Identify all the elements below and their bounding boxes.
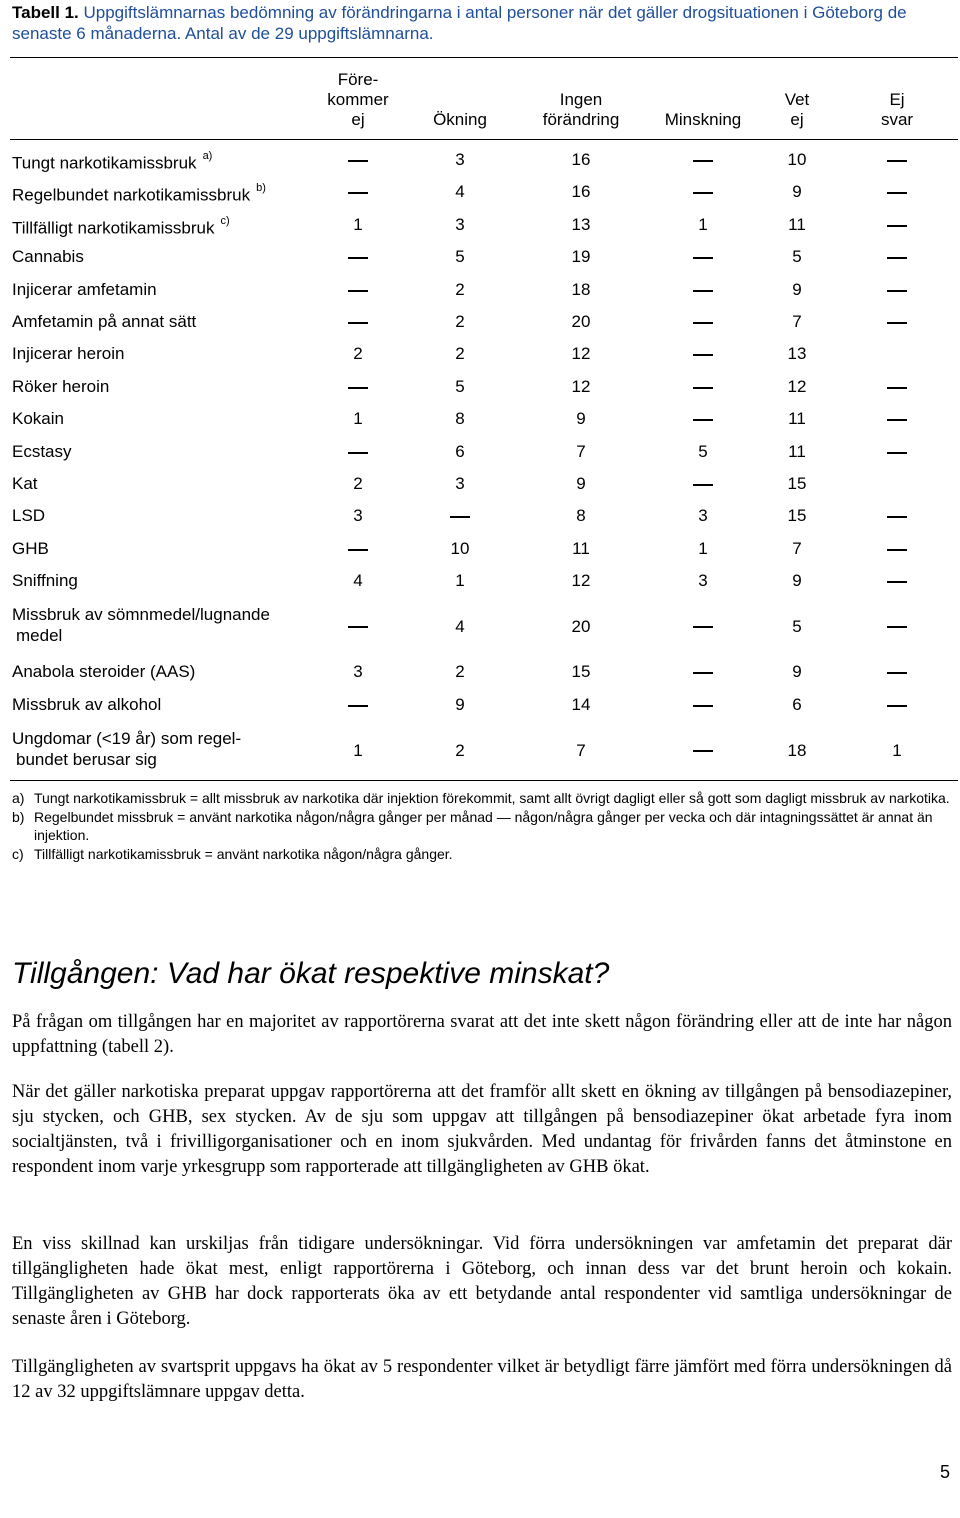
row-label-text: Regelbundet narkotikamissbruk [12,185,251,205]
table-cell-dash [328,311,388,332]
row-label [12,408,64,429]
table-cell: 18 [787,740,807,760]
dash-mark [887,322,907,324]
footnote-mark: b) [12,809,25,825]
table-cell: 10 [450,539,470,558]
row-label-text: LSD [12,506,46,525]
table-cell: 3 [353,662,363,681]
table-cell: 13 [571,215,591,234]
table-cell: 2 [353,344,363,363]
dash-mark [348,192,368,194]
table-row [0,408,960,429]
dash-mark [887,452,907,454]
dash-mark [887,225,907,227]
dash-mark [693,257,713,259]
row-label [12,661,195,682]
table-caption-text: Uppgiftslämnarnas bedömning av förändringarna i antal personer när det gäller drogsituationen i Göteborg de senaste 6 månaderna. Antal av de 29 uppgiftslämnarna. [12,3,907,43]
table-cell-dash [867,505,927,526]
table-cell-dash [673,376,733,397]
table-cell-dash [867,181,927,202]
table-cell: 16 [571,182,591,201]
row-label-line: Ungdomar (<19 år) som regel- [12,729,242,748]
column-header-line: Före- [337,70,379,89]
table-row [0,279,960,300]
table-row [0,661,960,682]
row-label-text: Ecstasy [12,442,72,461]
row-label [12,279,157,300]
table-row [0,181,960,205]
table-cell: 7 [576,740,586,760]
table-cell: 10 [787,150,807,169]
row-label [12,311,196,332]
row-label [12,694,161,715]
dash-mark [887,419,907,421]
table-cell-dash [867,311,927,332]
dash-mark [693,705,713,707]
paragraph-1: På frågan om tillgången har en majoritet av rapportörerna svarat att det inte skett någon förändring eller att de inte har någon uppfattning (tabell 2). [12,1012,952,1057]
dash-mark [348,322,368,324]
table-cell: 1 [698,215,708,234]
table-cell-dash [867,376,927,397]
dash-mark [348,549,368,551]
section-heading: Tillgången: Vad har ökat respektive minskat? [12,957,610,990]
dash-mark [693,192,713,194]
table-caption-label: Tabell 1. [12,3,79,22]
dash-mark [887,387,907,389]
row-label [12,473,38,494]
table-cell: 2 [455,280,465,299]
table-cell: 5 [455,377,465,396]
row-label-text: Kokain [12,409,64,428]
table-cell-dash [673,246,733,267]
table-cell: 1 [353,740,363,760]
table-caption [12,2,947,44]
table-cell: 12 [787,377,807,396]
column-header-line: förändring [542,110,620,129]
table-cell-dash [430,505,490,526]
table-cell-dash [673,616,733,637]
table-cell: 9 [576,409,586,428]
table-cell: 4 [353,571,363,590]
footnote-marker: b) [256,182,266,194]
table-cell: 19 [571,247,591,266]
footnote-text: Tillfälligt narkotikamissbruk = använt narkotika någon/några gånger. [34,846,453,862]
row-label-text: Missbruk av alkohol [12,695,162,714]
row-label-line: medel [16,626,63,645]
table-cell: 3 [698,571,708,590]
table-cell-dash [673,740,733,761]
dash-mark [887,257,907,259]
table-row [0,441,960,462]
dash-mark [887,672,907,674]
dash-mark [887,160,907,162]
row-label-text: GHB [12,539,49,558]
table-cell: 16 [571,150,591,169]
table-cell: 3 [455,474,465,493]
table-cell-dash [673,343,733,364]
dash-mark [450,516,470,518]
table-cell-dash [867,408,927,429]
row-label [12,441,72,462]
table-top-rule [10,57,958,58]
table-cell-dash [673,149,733,170]
table-cell: 12 [571,377,591,396]
table-row [0,343,960,364]
table-cell: 15 [787,506,807,525]
column-header-line: ej [351,110,365,129]
row-label-text: Kat [12,474,38,493]
table-cell: 20 [571,616,591,636]
dash-mark [693,322,713,324]
column-header [742,90,852,130]
table-cell-dash [328,538,388,559]
column-header-line: svar [880,110,914,129]
table-cell-dash [867,149,927,170]
column-header-line: ej [790,110,804,129]
row-label-text: Cannabis [12,247,84,266]
column-header-line: kommer [327,90,389,109]
table-cell-dash [673,181,733,202]
table-cell: 11 [788,442,806,461]
table-cell-dash [867,694,927,715]
row-label [12,149,212,174]
column-header [526,90,636,130]
paragraph-2: När det gäller narkotiska preparat uppgav rapportörerna att det framför allt skett en ökning av tillgången på bensodiazepiner, sju stycken, och GHB, sex stycken. Av de sju som uppgav att tillgången på bensodiazepiner ökat arbetade fyra inom socialtjänsten, två i frivilligorganisationer och en inom sjukvården. Med undantag för frivården fanns det åtminstone en respondent inom varje yrkesgrupp som rapporterade att tillgängligheten av GHB ökat. [12,1082,952,1177]
footnote [12,845,952,863]
dash-mark [348,290,368,292]
table-cell-dash [867,441,927,462]
table-footnotes [12,789,952,864]
row-label [12,246,84,267]
table-cell: 12 [571,344,591,363]
table-cell: 2 [455,740,465,760]
row-label-text: Anabola steroider (AAS) [12,662,196,681]
table-cell: 1 [353,215,363,234]
table-row [0,694,960,715]
table-cell-dash [867,616,927,637]
dash-mark [348,160,368,162]
table-cell: 11 [788,215,806,234]
footnote-mark: c) [12,846,24,862]
table-cell: 4 [455,182,465,201]
table-cell: 15 [571,662,591,681]
row-label-text: Tungt narkotikamissbruk [12,153,197,173]
table-row [0,505,960,526]
table-cell: 9 [455,695,465,714]
table-row [0,214,960,238]
footnote-mark: a) [12,790,25,806]
dash-mark [693,750,713,752]
column-header [303,70,413,130]
footnote [12,808,952,844]
table-cell-dash [328,694,388,715]
table-cell: 1 [455,571,465,590]
row-label-line: bundet berusar sig [16,750,157,769]
row-label [12,376,109,397]
dash-mark [348,626,368,628]
dash-mark [887,705,907,707]
table-cell: 2 [353,474,363,493]
table-cell-dash [673,694,733,715]
table-row [0,570,960,591]
column-header [405,110,515,130]
table-row [0,376,960,397]
footnote-marker: a) [202,150,213,162]
dash-mark [887,549,907,551]
table-cell: 3 [455,215,465,234]
table-header-rule [10,139,958,140]
dash-mark [348,387,368,389]
dash-mark [348,705,368,707]
table-cell: 12 [571,571,591,590]
table-row [0,246,960,267]
table-cell-dash [328,616,388,637]
dash-mark [693,672,713,674]
column-header-line: Ingen [559,90,603,109]
table-cell: 2 [455,662,465,681]
table-cell-dash [673,661,733,682]
table-cell: 7 [792,539,802,558]
table-cell: 1 [892,740,902,760]
dash-mark [693,354,713,356]
table-cell: 11 [572,539,590,558]
table-cell-dash [867,570,927,591]
table-cell: 6 [455,442,465,461]
row-label [12,538,49,559]
row-label-text: Injicerar amfetamin [12,280,157,299]
table-cell: 3 [455,150,465,169]
table-cell-dash [328,441,388,462]
table-cell-dash [328,149,388,170]
table-cell-dash [328,181,388,202]
column-header-line: Ökning [433,110,487,129]
row-label [12,343,124,364]
table-cell: 9 [792,182,802,201]
table-cell-dash [867,246,927,267]
table-cell: 2 [455,344,465,363]
table-cell-dash [328,279,388,300]
table-cell-dash [328,246,388,267]
paragraph-3: En viss skillnad kan urskiljas från tidigare undersökningar. Vid förra undersökningen var amfetamin det preparat där tillgängligheten hade ökat mest, enligt rapportörerna i Göteborg, och innan dess var det brunt heroin och kokain. Tillgängligheten av GHB har dock rapporterats öka av ett betydande antal respondenter vid samtliga undersökningar de senaste åren i Göteborg. [12,1234,952,1329]
row-label-line: Missbruk av sömnmedel/lugnande [12,605,270,624]
table-cell: 9 [792,662,802,681]
table-cell-dash [867,279,927,300]
table-cell: 8 [576,506,586,525]
dash-mark [693,160,713,162]
table-cell: 20 [571,312,591,331]
dash-mark [887,516,907,518]
table-cell: 2 [455,312,465,331]
row-label [12,181,266,206]
row-label-text: Injicerar heroin [12,344,125,363]
table-row [0,473,960,494]
row-label-text: Röker heroin [12,377,110,396]
table-cell: 1 [698,539,708,558]
table-cell: 5 [698,442,708,461]
dash-mark [348,257,368,259]
row-label-text: Tillfälligt narkotikamissbruk [12,218,215,238]
row-label-text: Amfetamin på annat sätt [12,312,197,331]
dash-mark [693,484,713,486]
page-number: 5 [939,1462,950,1482]
table-cell: 7 [792,312,802,331]
table-cell: 5 [792,247,802,266]
table-cell: 9 [576,474,586,493]
table-cell: 3 [698,506,708,525]
table-row [0,538,960,559]
column-header-line: Minskning [664,110,742,129]
footnote-marker: c) [220,215,230,227]
dash-mark [887,192,907,194]
column-header [842,90,952,130]
dash-mark [348,452,368,454]
table-row [0,604,960,648]
table-cell-dash [673,408,733,429]
table-bottom-rule [10,780,958,781]
table-cell: 9 [792,571,802,590]
column-header-line: Ej [889,90,905,109]
row-label [12,505,45,526]
dash-mark [693,419,713,421]
row-label [12,214,230,239]
footnote-text: Regelbundet missbruk = använt narkotika någon/några gånger per månad — någon/några gånger per vecka och där intagningssättet är annat än injektion. [34,809,933,843]
table-cell-dash [673,473,733,494]
table-cell-dash [673,279,733,300]
table-cell: 9 [792,280,802,299]
dash-mark [693,290,713,292]
table-cell: 4 [455,616,465,636]
table-row [0,149,960,173]
dash-mark [887,290,907,292]
table-cell: 6 [792,695,802,714]
table-row [0,311,960,332]
dash-mark [693,387,713,389]
table-cell-dash [867,661,927,682]
row-label [12,570,78,591]
row-label [12,604,270,646]
table-row [0,728,960,772]
dash-mark [887,581,907,583]
table-cell: 7 [576,442,586,461]
table-cell: 5 [792,616,802,636]
column-header-line: Vet [784,90,810,109]
footnote-text: Tungt narkotikamissbruk = allt missbruk av narkotika där injektion förekommit, samt allt övrigt dagligt eller så gott som dagligt missbruk av narkotika. [34,790,950,806]
footnote [12,789,952,807]
table-cell: 18 [571,280,591,299]
table-cell: 15 [787,474,807,493]
table-cell-dash [867,214,927,235]
table-cell: 1 [353,409,363,428]
table-cell: 14 [571,695,591,714]
table-cell-dash [673,311,733,332]
table-cell: 13 [787,344,807,363]
paragraph-4: Tillgängligheten av svartsprit uppgavs ha ökat av 5 respondenter vilket är betydligt färre jämfört med förra undersökningen då 12 av 32 uppgiftslämnare uppgav detta. [12,1357,952,1402]
row-label-text: Sniffning [12,571,78,590]
table-cell-dash [328,376,388,397]
table-cell: 8 [455,409,465,428]
table-cell: 3 [353,506,363,525]
dash-mark [887,626,907,628]
dash-mark [693,626,713,628]
table-cell: 11 [788,409,806,428]
table-cell: 5 [455,247,465,266]
table-cell-dash [867,538,927,559]
row-label [12,728,241,770]
